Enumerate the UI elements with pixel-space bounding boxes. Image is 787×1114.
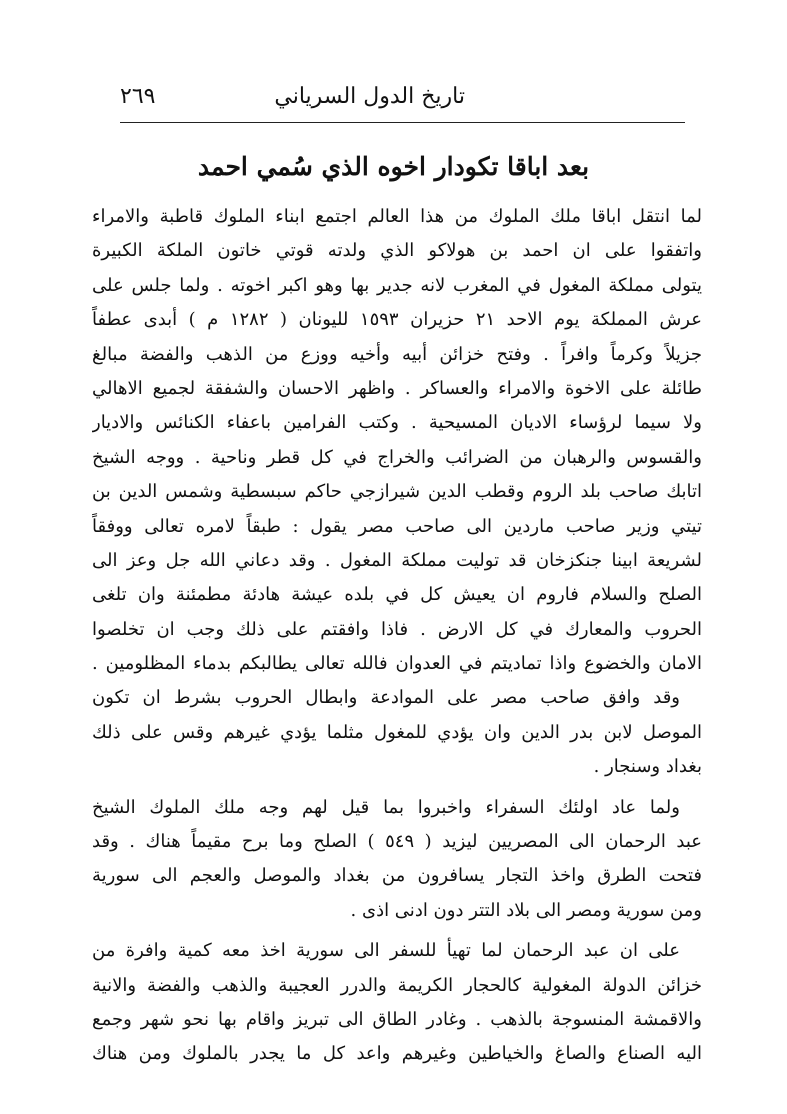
- text-line: واتفقوا على ان احمد بن هولاكو الذي ولدته قوتي خاتون الملكة الكبيرة: [92, 240, 702, 262]
- text-line: الصلح والسلام فاروم ان يعيش كل في بلده عيشة هادئة مطمئنة وان تلغى: [92, 584, 702, 606]
- text-line: خزائن الدولة المغولية كالحجار الكريمة والدرر العجيبة والذهب والفضة والانية: [92, 974, 702, 996]
- paragraph-3: [92, 791, 702, 929]
- text-line: لما انتقل اباقا ملك الملوك من هذا العالم اجتمع ابناء الملوك قاطبة والامراء: [92, 206, 702, 227]
- text-line: والقسوس والرهبان من الضرائب والخراج في كل قطر وناحية . ووجه الشيخ: [92, 446, 702, 468]
- text-line: بغداد وسنجار .: [593, 756, 702, 778]
- text-line: عبد الرحمان الى المصريين ليزيد ( ٥٤٩ ) الصلح وما برح مقيماً هناك . وقد: [92, 831, 702, 853]
- paragraph-1: [92, 200, 702, 681]
- text-line: يتولى مملكة المغول في المغرب لانه جدير بها وهو اكبر اخوته . ولما جلس على: [92, 274, 702, 296]
- text-line: الامان والخضوع واذا تماديتم في العدوان فالله تعالى يطالبكم بدماء المظلومين .: [92, 653, 702, 675]
- text-line: عرش المملكة يوم الاحد ٢١ حزيران ١٥٩٣ لليونان ( ١٢٨٢ م ) أبدى عطفاً: [92, 309, 702, 331]
- paragraph-4: [92, 934, 702, 1072]
- header-rule: [120, 122, 685, 123]
- section-title: بعد اباقا تكودار اخوه الذي سُمي احمد: [197, 152, 590, 181]
- text-line: الموصل لابن بدر الدين وان يؤدي للمغول مثلما يؤدي غيرهم وقس على ذلك: [92, 721, 702, 743]
- page-number: ٢٦٩: [120, 84, 156, 109]
- text-line: جزيلاً وكرماً وافراً . وفتح خزائن أبيه وأخيه ووزع من الذهب والفضة مبالغ: [92, 343, 702, 365]
- text-line: تيتي وزير صاحب ماردين الى صاحب مصر يقول : طبقاً لامره تعالى ووفقاً: [92, 515, 702, 537]
- text-line: على ان عبد الرحمان لما تهيأ للسفر الى سورية اخذ معه كمية وافرة من: [92, 940, 680, 962]
- page-header: [120, 82, 680, 118]
- text-line: لشريعة ابينا جنكزخان قد توليت مملكة المغول . وقد دعاني الله جل وعز الى: [92, 549, 702, 571]
- text-line: ولما عاد اولئك السفراء واخبروا بما قيل لهم وجه ملك الملوك الشيخ: [92, 796, 680, 818]
- text-line: طائلة على الاخوة والامراء والعساكر . واظهر الاحسان والشفقة لجميع الاهالي: [92, 377, 702, 399]
- running-title: تاريخ الدول السرياني: [274, 84, 465, 109]
- text-line: فتحت الطرق واخذ التجار يسافرون من بغداد والموصل والعجم الى سورية: [92, 865, 702, 887]
- text-line: اتابك صاحب بلد الروم وقطب الدين شيرازجي حاكم سبسطية وشمس الدين بن: [92, 481, 702, 503]
- paragraph-2: [92, 681, 702, 784]
- text-line: ولا سيما لرؤساء الاديان المسيحية . وكتب الفرامين باعفاء الكنائس والاديار: [92, 412, 702, 434]
- text-line: وقد وافق صاحب مصر على الموادعة وابطال الحروب بشرط ان تكون: [92, 687, 680, 709]
- body-text: [92, 200, 702, 1072]
- text-line: والاقمشة المنسوجة بالذهب . وغادر الطاق الى تبريز واقام بها نحو شهر وجمع: [92, 1008, 702, 1030]
- text-line: اليه الصناع والصاغ والخياطين وغيرهم واعد كل ما يجدر بالملوك ومن هناك: [92, 1043, 702, 1065]
- text-line: الحروب والمعارك في كل الارض . فاذا وافقتم على ذلك وجب ان تخلصوا: [92, 618, 702, 640]
- text-line: ومن سورية ومصر الى بلاد التتر دون ادنى اذى .: [350, 899, 702, 921]
